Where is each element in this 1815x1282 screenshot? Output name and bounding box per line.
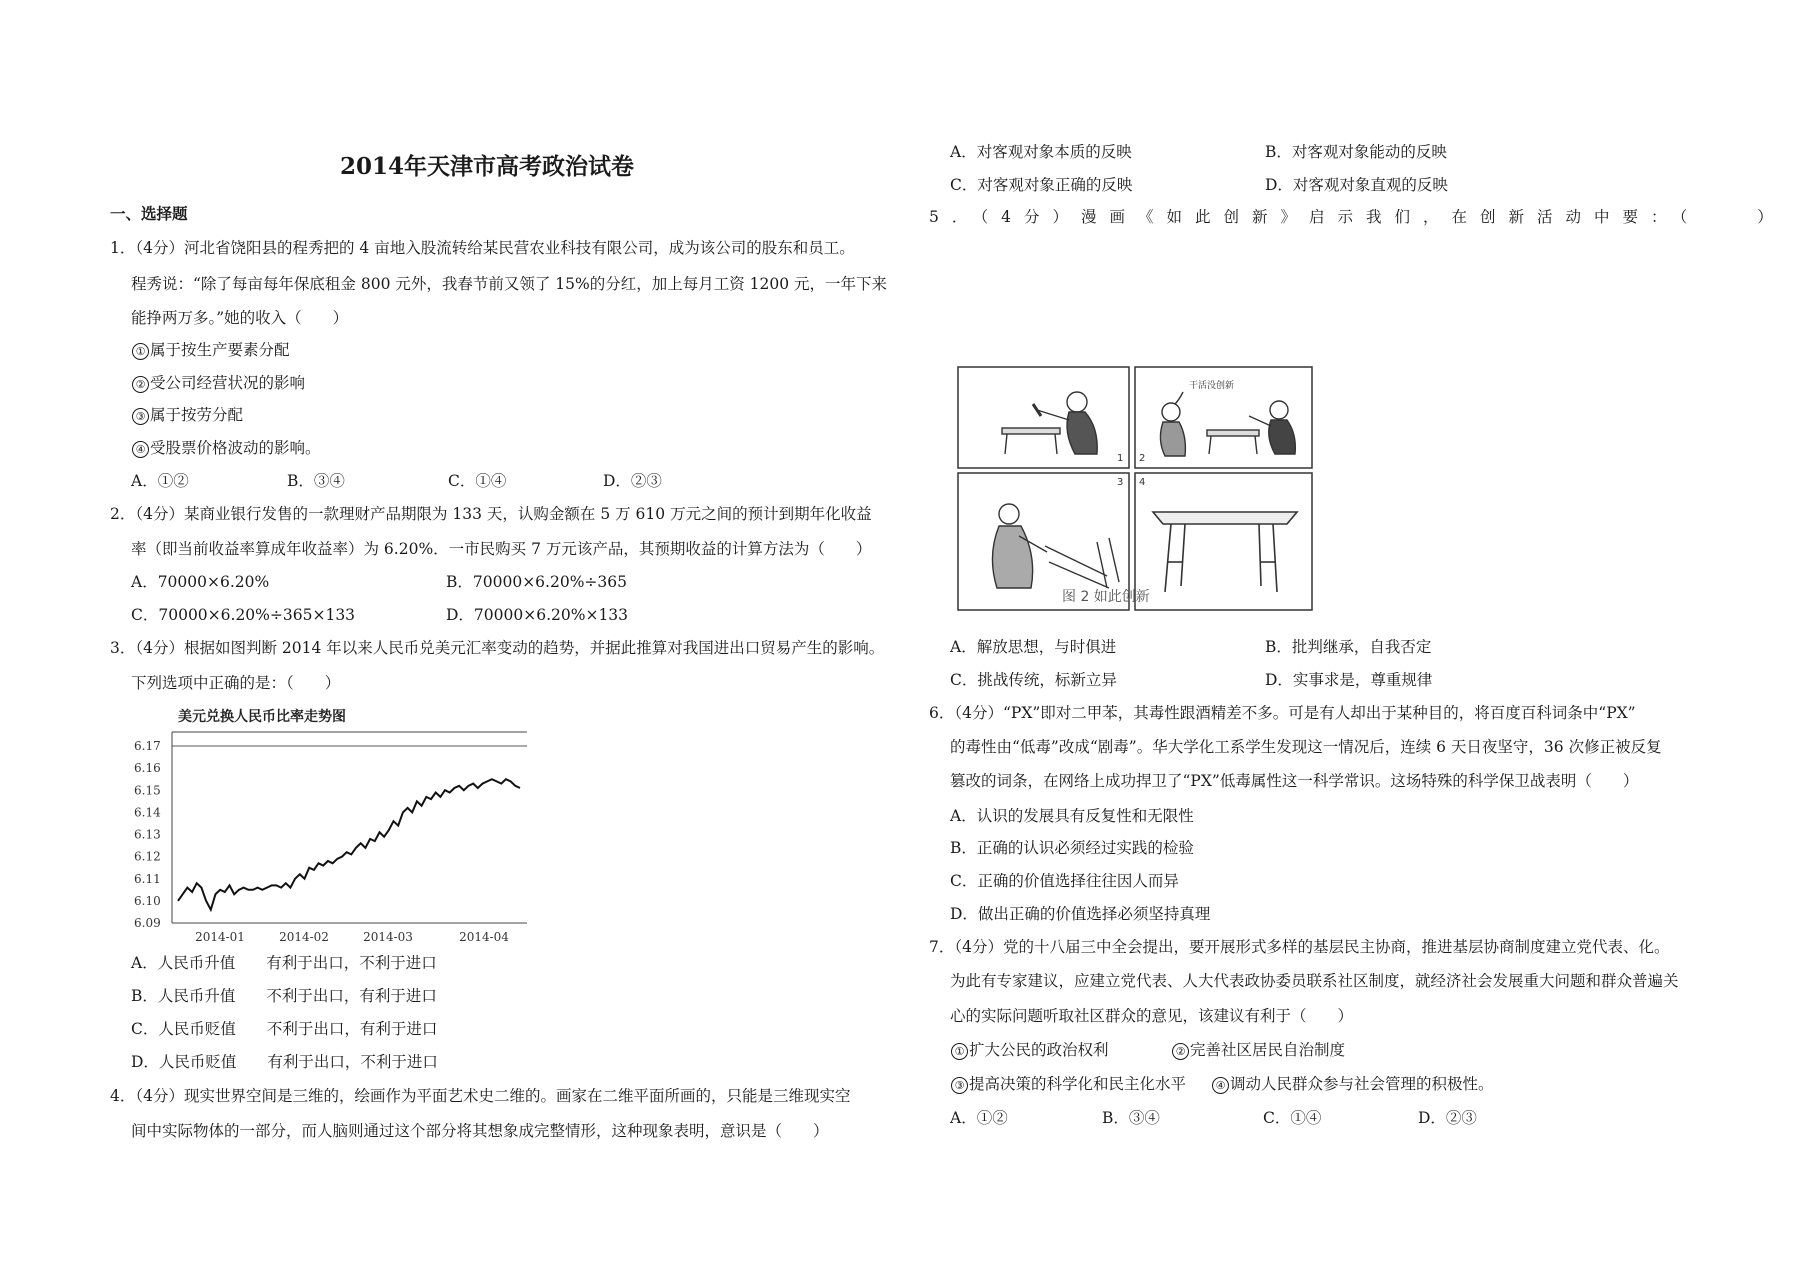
q7-item-4 (1211, 1074, 1494, 1094)
q3-stem-line1: 3．（4分）根据如图判断 2014 年以来人民币兑美元汇率变动的趋势，并据此推算对我国进出口贸易产生的影响。 (110, 639, 885, 657)
q7-item-1-text: 扩大公民的政治权利 (969, 1041, 1109, 1059)
q1-stem-line3: 能挣两万多。”她的收入（ ） (131, 309, 349, 327)
q3-stem-line2: 下列选项中正确的是：（ ） (131, 674, 341, 692)
circled-number-3: ③ (951, 1077, 968, 1094)
q6-stem-line1: 6．（4分）“PX”即对二甲苯，其毒性跟酒精差不多。可是有人却出于某种目的，将百度百科词条中“PX” (929, 704, 1636, 722)
panel-number-4: 4 (1139, 477, 1146, 488)
q4-stem-line2: 间中实际物体的一部分，而人脑则通过这个部分将其想象成完整情形，这种现象表明，意识是（ ） (131, 1122, 829, 1140)
q6-option-c: C．正确的价值选择往往因人而异 (950, 872, 1179, 890)
cartoon-panel-1 (958, 367, 1129, 468)
y-tick-label: 6.15 (134, 783, 161, 798)
q7-item-4-text: 调动人民群众参与社会管理的积极性。 (1230, 1075, 1494, 1093)
q7-option-a: A．①② (950, 1109, 1008, 1127)
y-tick-label: 6.10 (134, 893, 161, 908)
x-tick-label: 2014-01 (195, 930, 245, 944)
q1-item-2-text: 受公司经营状况的影响 (150, 374, 306, 392)
q1-item-1 (131, 340, 290, 360)
q7-stem-line2: 为此有专家建议，应建立党代表、人大代表政协委员联系社区制度，就经济社会发展重大问题和群众普遍关 (950, 972, 1679, 990)
exchange-rate-chart-svg (132, 704, 532, 946)
cartoon-svg (957, 366, 1314, 612)
page-title: 2014年天津市高考政治试卷 (340, 153, 635, 180)
y-tick-labels (134, 739, 161, 930)
q7-option-b: B．③④ (1102, 1109, 1160, 1127)
cartoon-caption: 图 2 如此创新 (1062, 589, 1150, 605)
circled-number-1: ① (951, 1043, 968, 1060)
q1-stem-line1: 1．（4分）河北省饶阳县的程秀把的 4 亩地入股流转给某民营农业科技有限公司，成为该公司的股东和员工。 (110, 239, 855, 257)
q4-option-a: A．对客观对象本质的反映 (950, 143, 1132, 161)
circled-number-1: ① (132, 343, 149, 360)
q7-item-3-text: 提高决策的科学化和民主化水平 (969, 1075, 1187, 1093)
circled-number-4: ④ (132, 441, 149, 458)
q7-item-1 (950, 1040, 1109, 1060)
q3-option-a: A．人民币升值 有利于出口，不利于进口 (131, 954, 437, 972)
q1-item-4-text: 受股票价格波动的影响。 (150, 439, 321, 457)
q2-option-d: D．70000×6.20%×133 (446, 606, 629, 624)
y-tick-label: 6.17 (134, 739, 161, 753)
q6-option-d: D．做出正确的价值选择必须坚持真理 (950, 905, 1211, 923)
panel-number-1: 1 (1117, 453, 1124, 464)
q6-stem-line3: 篡改的词条，在网络上成功捍卫了“PX”低毒属性这一科学常识。这场特殊的科学保卫战表明（ ） (950, 772, 1639, 790)
q5-option-b: B．批判继承，自我否定 (1265, 638, 1432, 656)
circled-number-2: ② (132, 376, 149, 393)
y-tick-label: 6.13 (134, 827, 161, 842)
y-tick-label: 6.09 (134, 916, 161, 930)
circled-number-3: ③ (132, 408, 149, 425)
q3-option-d: D．人民币贬值 有利于出口，不利于进口 (131, 1053, 438, 1071)
circled-number-4: ④ (1212, 1077, 1229, 1094)
q1-item-2 (131, 373, 305, 393)
q1-item-3 (131, 405, 243, 425)
x-tick-label: 2014-04 (459, 930, 509, 944)
section-heading: 一、选择题 (110, 204, 188, 223)
q7-stem-line1: 7．（4分）党的十八届三中全会提出，要开展形式多样的基层民主协商，推进基层协商制度建立党代表、化。 (929, 938, 1670, 956)
y-tick-label: 6.11 (134, 871, 161, 886)
q2-option-a: A．70000×6.20% (131, 573, 270, 591)
q5-option-a: A．解放思想，与时俱进 (950, 638, 1117, 656)
q1-stem-line2: 程秀说：“除了每亩每年保底租金 800 元外，我春节前又领了 15%的分红，加上每月工资 1200 元，一年下来 (131, 275, 888, 293)
q7-item-2-text: 完善社区居民自治制度 (1190, 1041, 1346, 1059)
q7-option-c: C．①④ (1263, 1109, 1322, 1127)
q1-item-4 (131, 438, 321, 458)
q2-stem-line1: 2．（4分）某商业银行发售的一款理财产品期限为 133 天，认购金额在 5 万 610 万元之间的预计到期年化收益 (110, 505, 872, 523)
circled-number-2: ② (1172, 1043, 1189, 1060)
x-tick-labels (195, 930, 509, 944)
rate-series-line (178, 779, 520, 910)
cartoon-speech-text: 干活没创新 (1189, 381, 1235, 391)
q1-option-d: D．②③ (603, 472, 662, 490)
q1-item-1-text: 属于按生产要素分配 (150, 341, 290, 359)
q6-stem-line2: 的毒性由“低毒”改成“剧毒”。华大学化工系学生发现这一情况后，连续 6 天日夜坚守，36 次修正被反复 (950, 738, 1662, 756)
q7-item-3 (950, 1074, 1186, 1094)
q3-option-c: C．人民币贬值 不利于出口，有利于进口 (131, 1020, 438, 1038)
q4-option-b: B．对客观对象能动的反映 (1265, 143, 1447, 161)
panel-number-2: 2 (1139, 453, 1146, 464)
x-tick-label: 2014-03 (363, 930, 413, 944)
q2-option-b: B．70000×6.20%÷365 (446, 573, 627, 591)
q7-item-2 (1171, 1040, 1345, 1060)
q1-item-3-text: 属于按劳分配 (150, 406, 244, 424)
q7-stem-line3: 心的实际问题听取社区群众的意见，该建议有利于（ ） (950, 1007, 1354, 1025)
x-tick-label: 2014-02 (279, 930, 329, 944)
cartoon-figure (957, 366, 1314, 612)
q3-option-b: B．人民币升值 不利于出口，有利于进口 (131, 987, 437, 1005)
exchange-rate-chart (132, 704, 532, 946)
q7-option-d: D．②③ (1418, 1109, 1477, 1127)
y-tick-label: 6.12 (134, 849, 161, 864)
q6-option-a: A．认识的发展具有反复性和无限性 (950, 807, 1194, 825)
q5-option-c: C．挑战传统，标新立异 (950, 671, 1117, 689)
q2-stem-line2: 率（即当前收益率算成年收益率）为 6.20%．一市民购买 7 万元该产品，其预期收益的计算方法为（ ） (131, 540, 872, 558)
cartoon-panel-4 (1135, 473, 1312, 610)
q1-option-b: B．③④ (287, 472, 345, 490)
q6-option-b: B．正确的认识必须经过实践的检验 (950, 839, 1194, 857)
q1-option-a: A．①② (131, 472, 189, 490)
panel-number-3: 3 (1117, 477, 1124, 488)
q5-stem: 5．（4分）漫画《如此创新》启示我们，在创新活动中要：（ ） (929, 208, 1786, 226)
q4-stem-line1: 4．（4分）现实世界空间是三维的，绘画作为平面艺术史二维的。画家在二维平面所画的，只能是三维现实空 (110, 1087, 851, 1105)
q4-option-d: D．对客观对象直观的反映 (1265, 176, 1448, 194)
y-tick-label: 6.14 (134, 805, 161, 820)
q2-option-c: C．70000×6.20%÷365×133 (131, 606, 356, 624)
q1-option-c: C．①④ (448, 472, 507, 490)
y-tick-label: 6.16 (134, 761, 161, 776)
chart-title: 美元兑换人民币比率走势图 (178, 709, 346, 725)
q5-option-d: D．实事求是，尊重规律 (1265, 671, 1433, 689)
q4-option-c: C．对客观对象正确的反映 (950, 176, 1133, 194)
